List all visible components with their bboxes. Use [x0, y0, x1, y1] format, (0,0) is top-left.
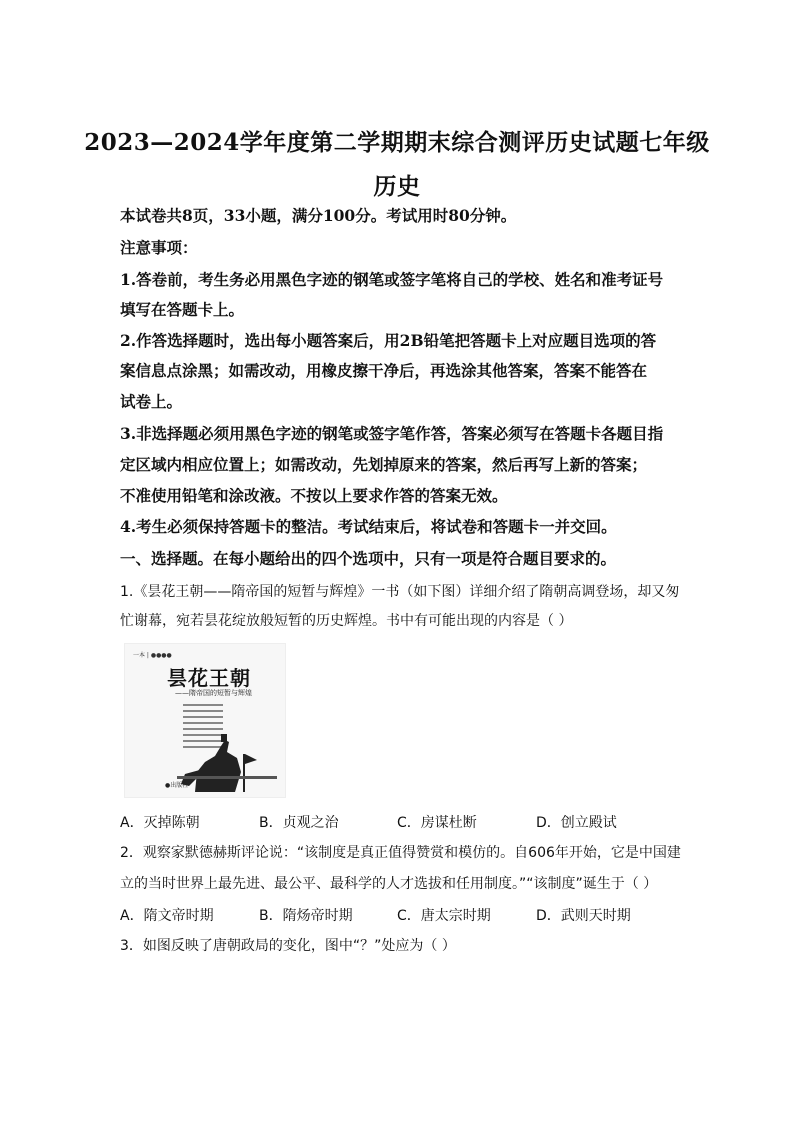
subject-title: 历史 — [373, 173, 421, 200]
note-3-line-1: 3.非选择题必须用黑色字迹的钢笔或签字笔作答，答案必须写在答题卡各题目指 — [120, 424, 664, 443]
section-heading: 一、选择题。在每小题给出的四个选项中，只有一项是符合题目要求的。 — [120, 549, 617, 568]
notice-heading: 注意事项： — [120, 238, 198, 257]
book-top-mark: 一本 | ●●●● — [133, 652, 172, 659]
book-publisher: ●出版社 — [165, 782, 189, 789]
question-2-option-c: C．唐太宗时期 — [397, 908, 491, 924]
horseman-silhouette-icon — [125, 644, 285, 797]
book-cover-image — [124, 643, 286, 798]
note-3-line-2: 定区域内相应位置上；如需改动，先划掉原来的答案，然后再写上新的答案； — [120, 455, 648, 474]
question-1-line-2: 忙谢幕，宛若昙花绽放般短暂的历史辉煌。书中有可能出现的内容是（ ） — [120, 613, 573, 629]
note-1-line-1: 1.答卷前，考生务必用黑色字迹的钢笔或签字笔将自己的学校、姓名和准考证号 — [120, 270, 664, 289]
question-2-option-a: A．隋文帝时期 — [120, 908, 214, 924]
book-cover-title: 昙花王朝 — [167, 666, 251, 690]
question-1-option-c: C．房谋杜断 — [397, 815, 477, 831]
book-cover-subtitle: ——隋帝国的短暂与辉煌 — [175, 689, 252, 697]
question-1-option-d: D．创立殿试 — [536, 815, 617, 831]
question-2-option-d: D．武则天时期 — [536, 908, 631, 924]
exam-title: 2023—2024学年度第二学期期末综合测评历史试题七年级 — [84, 129, 710, 156]
question-3-line-1: 3．如图反映了唐朝政局的变化，图中“？”处应为（ ） — [120, 938, 456, 954]
question-2-line-1: 2．观察家默德赫斯评论说：“该制度是真正值得赞赏和模仿的。自606年开始，它是中国建 — [120, 845, 681, 861]
note-2-line-3: 试卷上。 — [120, 392, 183, 411]
question-1-option-a: A．灭掉陈朝 — [120, 815, 200, 831]
exam-info: 本试卷共8页，33小题，满分100分。考试用时80分钟。 — [120, 206, 517, 225]
note-2-line-1: 2.作答选择题时，选出每小题答案后，用2B铅笔把答题卡上对应题目选项的答 — [120, 331, 657, 350]
note-1-line-2: 填写在答题卡上。 — [120, 300, 245, 319]
question-2-option-b: B．隋炀帝时期 — [259, 908, 353, 924]
note-2-line-2: 案信息点涂黑；如需改动，用橡皮擦干净后，再选涂其他答案，答案不能答在 — [120, 361, 648, 380]
note-4-line-1: 4.考生必须保持答题卡的整洁。考试结束后，将试卷和答题卡一并交回。 — [120, 517, 617, 536]
note-3-line-3: 不准使用铅笔和涂改液。不按以上要求作答的答案无效。 — [120, 486, 508, 505]
question-1-option-b: B．贞观之治 — [259, 815, 339, 831]
question-2-line-2: 立的当时世界上最先进、最公平、最科学的人才选拔和任用制度。”“该制度”诞生于（ ） — [120, 876, 658, 892]
question-1-line-1: 1.《昙花王朝——隋帝国的短暂与辉煌》一书（如下图）详细介绍了隋朝高调登场，却又匆 — [120, 584, 680, 600]
